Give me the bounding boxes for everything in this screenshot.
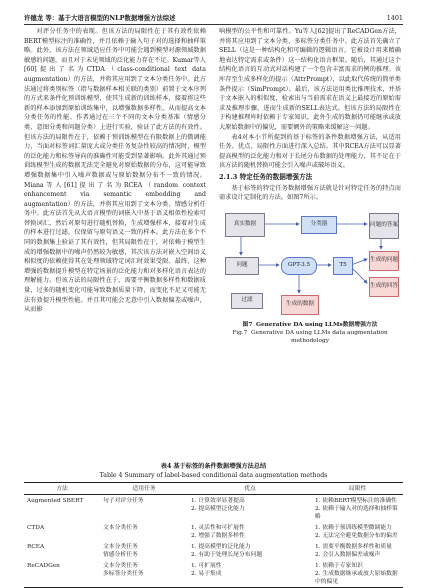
generated-data-box: 生成的数据 <box>281 295 319 315</box>
generated-answer-box: 生成的回答 <box>369 277 399 297</box>
section-body: 基于标签的特定任务数据增强方法就是针对特定任务的特点而需求设计定制化的方法。如图7所示。 <box>219 184 401 202</box>
filter-box: 过滤 <box>231 293 263 309</box>
table-header-limitations: 局限性 <box>348 485 367 492</box>
table-row <box>24 541 403 560</box>
section-heading: 2.1.3 特定任务的数据增强方法 <box>219 172 313 181</box>
table-cell-adv: 1. 可扩展性 2. 易于集成 <box>191 562 222 577</box>
table-cell-task: 文本分类任务 情感分析任务 <box>103 543 138 558</box>
right-column <box>219 27 401 345</box>
question-box: 问题 <box>225 257 259 275</box>
table-caption <box>24 463 403 480</box>
table-cell-task: 文本分类任务 <box>103 524 138 531</box>
t5-box: T5 <box>333 257 353 275</box>
table-cell-adv: 1. 灵活性和可扩展性 2. 增强了数据多样性 <box>191 524 245 539</box>
figure-caption-en: Generative DA using LLMs data augmentation methodology <box>251 329 388 344</box>
figure-caption <box>219 321 401 345</box>
page-number: 1401 <box>386 14 403 22</box>
figure-caption-cn: Generative DA using LLMs数据增强方法 <box>256 321 378 328</box>
table-cell-adv: 1. 提高模型的泛化能力 2. 有助于处理长尾分布问题 <box>191 543 263 558</box>
table-caption-cn: 表4 基于标签的条件数据增强方法总结 <box>160 463 267 470</box>
table-4 <box>24 463 403 588</box>
table-cell-lim: 1. 依赖BERT模型标注的准确性 2. 依赖于输入对的选择和抽样策略 <box>315 497 398 520</box>
table-cell-method: ReCADGen <box>27 562 60 569</box>
right-paragraph-1: 响模型的公平性和可靠性。Yu等人[62]提出了ReCADGen方法，并将其应用到了文本分类、多标签分类任务中。此方法首先确立了SELL（这是一种结构化和可编辑的逻辑语言，它被设计用来精确地表达特定需求或条件）这一结构化语言框架。随后，其通过这个结构化语言的互动式对话构建了一个包含丰富需求的例的推理。该库存至生成多样化的提示（AttrPrompt），以此取代传统的简单类条件提示（SimPrompt）。最后，该方法运用类比推理技术，并基于文本嵌入的相似度，检索出与当前需求在语义上最接近的原始需求及推理步骤，进而生成新的SELL表达式。但该方法的局限性在于构建推理库时依赖于专家知识。此外生成的数据仍可能继承或放大原始数据中的偏见，需要额外的策略来缓解这一问题。 <box>219 28 401 131</box>
table-cell-lim: 1. 依赖于专家知识 2. 生成数据继承或放大原始数据中的偏见 <box>315 562 398 585</box>
table-cell-task: 文本分类任务 多标签分类任务 <box>103 562 144 577</box>
left-paragraph: 对评分任务中的表现。但该方法的局限性在于其有效性依赖BERT模型标注的准确性，并且依赖于输入句子对的选择和抽样策略。此外，该方法在领域适应任务中可能会遇到模型对源领域数据敏感的问题，而且对于未见领域的泛化能力存在不足。Kumar等人[60]提出了名为CTDA（class-conditional text data augmentation）的方法，并将其应用到了文本分类任务中。此方法通过将类别标签（指与数据样本相关联的类别）前置于文本序列的方式来条件化预训练模型，使其生成新的训练样本，接着将这些新的样本添加到原始训练集中，以增强数据多样性，从而提高文本分类任务的性能。作者通过在三个不同的文本分类基准（情感分类、意图分类和问题分类）上进行实验，验证了此方法的有效性。但该方法的局限性在于，依赖于预训练模型在有限数据上的微调能力，当面对标签词汇量庞大或分类任务复杂性较高的情况时，模型的泛化能力和标签导向的准确性可能受到显著影响。此外其通过预训练模型生成的数据无法完全避免对原始数据的分布，这可能导致增强数据集中引入噪声数据或与原始数据分布不一致的情况。Miana等人[61]提出了名为RCEA（random context enhancement via semantic embedding and augmentation）的方法，并将其应用到了文本分类、情感分析任务中。此方法首先从大语言模型的词嵌入中基于语义相似性检索可替换词汇，然后对原句进行随机替换，生成增强样本，接着对生成的样本进行过滤，仅保留与原句语义一致的样本。此方法在多个不同的数据集上验证了其有效性，但其局限性在于，对依赖于模型生成的增强数据中的噪声仍然较为敏感，其次该方法对嵌入空间语义相似度的依赖使得其在处理领域特定词汇时效果受限。最终，这种增强的数据提升模型在特定场景的泛化能力和对多样化语言表达的理解能力。但该方法的局限性在于，需要平衡数据多样性和数据质量，过多的随机变化可能导致数据质量下降，而变化不足又可能无法有效提升模型性能。并且其可能会无意中引入数据偏差或噪声，从而影 <box>24 28 206 314</box>
left-column <box>24 27 206 315</box>
table-row <box>24 495 403 523</box>
table-header-method: 方法 <box>56 485 68 492</box>
table-cell-method: RCEA <box>27 543 45 550</box>
figure-caption-cn-label: 图7 <box>242 321 253 328</box>
table-cell-method: CTDA <box>27 524 45 531</box>
table-header-advantages: 优点 <box>244 485 256 492</box>
page-header <box>24 8 403 25</box>
table-cell-method: Augmented SBERT <box>27 497 84 504</box>
table-header-row <box>24 483 403 495</box>
summary-table <box>24 482 403 588</box>
answer-box: 问题的答案 <box>369 213 399 239</box>
figure-7 <box>219 207 401 319</box>
table-row <box>24 522 403 541</box>
table-cell-lim: 1. 需要平衡数据多样性和质量 2. 会引入数据偏差或噪声 <box>315 543 392 558</box>
generated-question-box: 生成的问题 <box>369 251 399 271</box>
figure-caption-en-label: Fig.7 <box>232 329 248 336</box>
table-header-task: 适用任务 <box>132 485 156 492</box>
header-title: 许德龙 等：基于大语言模型的NLP数据增强方法综述 <box>24 14 176 22</box>
table-cell-adv: 1. 计算效率显著提高 2. 提高模型泛化能力 <box>191 497 245 512</box>
right-paragraph-2: 表4对本小节所提到的基于标签的条件数据增强方法，从适用任务、优点、局限性方面进行深入总结。其中RCEA方法可以显著提高模型的泛化能力和对于长尾分布数据的处理能力，其不足在于该方法的随机替换可能会引入噪声或破坏语义。 <box>219 133 401 170</box>
table-cell-lim: 1. 依赖于预训练模型微调能力 2. 无法完全避免数据分布的偏差 <box>315 524 398 539</box>
table-cell-task: 句子对评分任务 <box>103 497 144 504</box>
gpt-box: GPT-3.5 <box>281 257 317 275</box>
table-row <box>24 560 403 588</box>
classifier-box: 分类器 <box>301 216 337 234</box>
real-data-box: 真实数据 <box>225 213 265 237</box>
table-caption-en: Table 4 Summary of label-based conditional data augmentation methods <box>99 471 328 479</box>
